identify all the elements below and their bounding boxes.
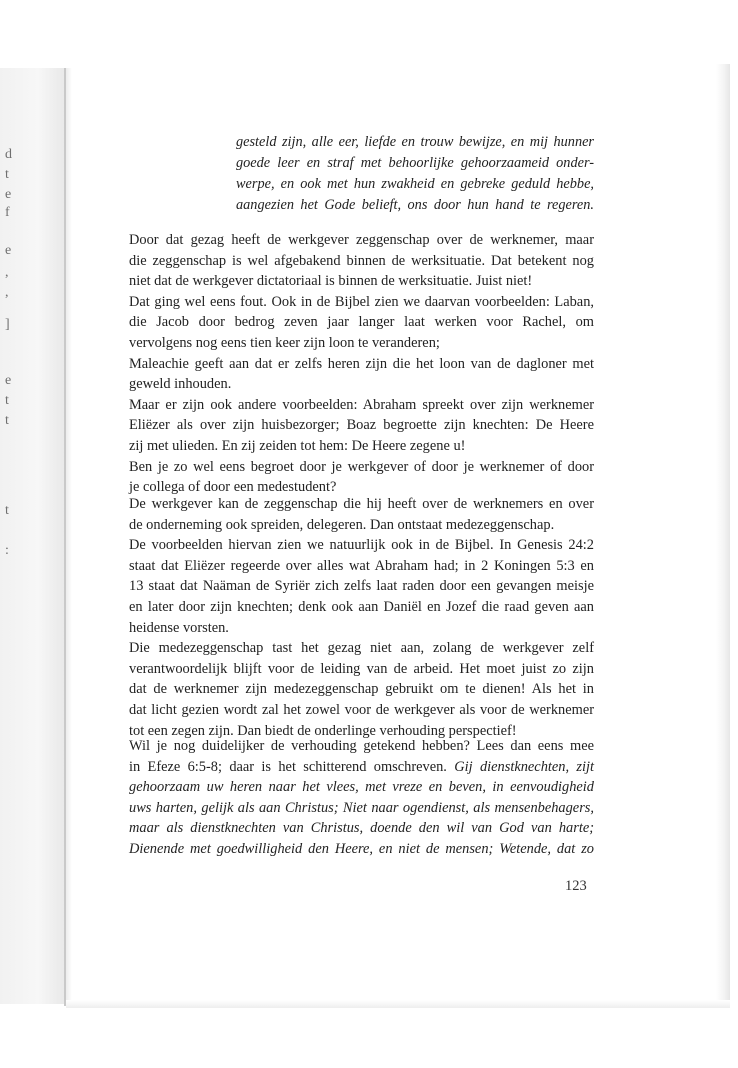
facing-page-fragment: e (5, 243, 12, 258)
text-line: Dat ging wel eens fout. Ook in de Bijbel zien we daarvan voorbeelden: Laban, (129, 293, 594, 310)
text-line: heidense vorsten. (129, 619, 229, 636)
facing-page-fragment: t (5, 413, 9, 428)
text-line: Ben je zo wel eens begroet door je werkgever of door je werknemer of door (129, 458, 594, 475)
text-line: Eliëzer als over zijn huisbezorger; Boaz begroette zijn knechten: De Heere (129, 417, 594, 434)
text-line: Die medezeggenschap tast het gezag niet aan, zolang de werkgever zelf (129, 640, 594, 657)
scripture-quote: maar als dienstknechten van Christus, doende den wil van God van harte; (129, 820, 594, 837)
text-line: Door dat gezag heeft de werkgever zeggenschap over de werknemer, maar (129, 232, 594, 248)
facing-page-fragment: f (5, 205, 10, 220)
text-line: geweld inhouden. (129, 376, 232, 393)
text-line: die zeggenschap is wel afgebakend binnen de werksituatie. Dat betekent nog (129, 252, 594, 269)
text-line: en later door zijn knechten; denk ook aan Daniël en Jozef die raad geven aan (129, 598, 594, 615)
page-edge-right (716, 64, 730, 1008)
facing-page-fragment: : (5, 543, 9, 558)
scripture-quote: Gij dienstknechten, zijt (454, 758, 594, 775)
paragraph-co-determination (129, 494, 594, 741)
facing-page-fragment: e (5, 187, 12, 202)
scripture-quote: Dienende met goedwilligheid den Heere, en niet de mensen; Wetende, dat zo (129, 840, 594, 857)
text-line: verantwoordelijk blijft voor de leiding van de arbeid. Het moet juist zo zijn (129, 660, 594, 677)
text-line: die Jacob door bedrog zeven jaar langer laat werken voor Rachel, om (129, 314, 594, 331)
text-line: tot een zegen zijn. Dan biedt de onderlinge verhouding perspectief! (129, 722, 517, 739)
text-line: De voorbeelden hiervan zien we natuurlijk ook in de Bijbel. In Genesis 24:2 (129, 537, 594, 554)
facing-page-fragment: d (5, 147, 12, 162)
facing-page-fragment: ] (5, 317, 10, 332)
text-line: je collega of door een medestudent? (129, 479, 337, 496)
facing-page-fragment: t (5, 503, 9, 518)
facing-page-fragment: , (5, 285, 9, 300)
text-line: staat dat Eliëzer regeerde over alles wat Abraham had; in 2 Koningen 5:3 en (129, 557, 594, 574)
quote-line: werpe, en ook met hun zwakheid en gebreke geduld hebbe, (236, 176, 594, 192)
scripture-quote: uws harten, gelijk als aan Christus; Niet naar ogendienst, als mensenbehagers, (129, 799, 594, 816)
page-number: 123 (565, 878, 587, 894)
quote-line: gesteld zijn, alle eer, liefde en trouw bewijze, en mij hunner (236, 134, 594, 150)
text-line: dat licht gezien wordt zal het zowel voor de werkgever als voor de werknemer (129, 701, 594, 718)
facing-page-fragment: t (5, 393, 9, 408)
text-span: in Efeze 6:5-8; daar is het schitterend omschreven. (129, 758, 455, 775)
page-edge-bottom (66, 1000, 730, 1008)
paragraph-authority (129, 230, 594, 498)
quote-line: goede leer en straf met behoorlijke gehoorzaameid onder- (236, 155, 594, 171)
facing-page-fragment: t (5, 167, 9, 182)
block-quote (236, 132, 594, 216)
text-line: niet dat de werkgever dictatoriaal is binnen de werksituatie. Juist niet! (129, 273, 533, 290)
facing-page-fragment: , (5, 265, 9, 280)
text-line: Wil je nog duidelijker de verhouding getekend hebben? Lees dan eens mee (129, 738, 594, 754)
facing-page-fragment: e (5, 373, 12, 388)
paragraph-ephesians (129, 736, 594, 860)
text-line: dat de werknemer zijn medezeggenschap gebruikt om te dienen! Als het in (129, 681, 594, 698)
text-line (129, 757, 594, 778)
text-line: Maar er zijn ook andere voorbeelden: Abraham spreekt over zijn werknemer (129, 396, 594, 413)
text-line: zij met ulieden. En zij zeiden tot hem: De Heere zegene u! (129, 437, 466, 454)
text-line: vervolgens nog eens tien keer zijn loon te veranderen; (129, 334, 440, 351)
facing-page-edge (0, 68, 64, 1004)
text-line: De werkgever kan de zeggenschap die hij heeft over de werknemers en over (129, 496, 594, 512)
scripture-quote: gehoorzaam uw heren naar het vlees, met vreze en beven, in eenvoudigheid (129, 779, 594, 796)
text-line: Maleachie geeft aan dat er zelfs heren zijn die het loon van de dagloner met (129, 355, 594, 372)
text-line: 13 staat dat Naäman de Syriër zich zelfs laat raden door een gevangen meisje (129, 578, 594, 595)
quote-line: aangezien het Gode belieft, ons door hun hand te regeren. (236, 197, 594, 213)
text-line: de onderneming ook spreiden, delegeren. Dan ontstaat medezeggenschap. (129, 516, 555, 533)
